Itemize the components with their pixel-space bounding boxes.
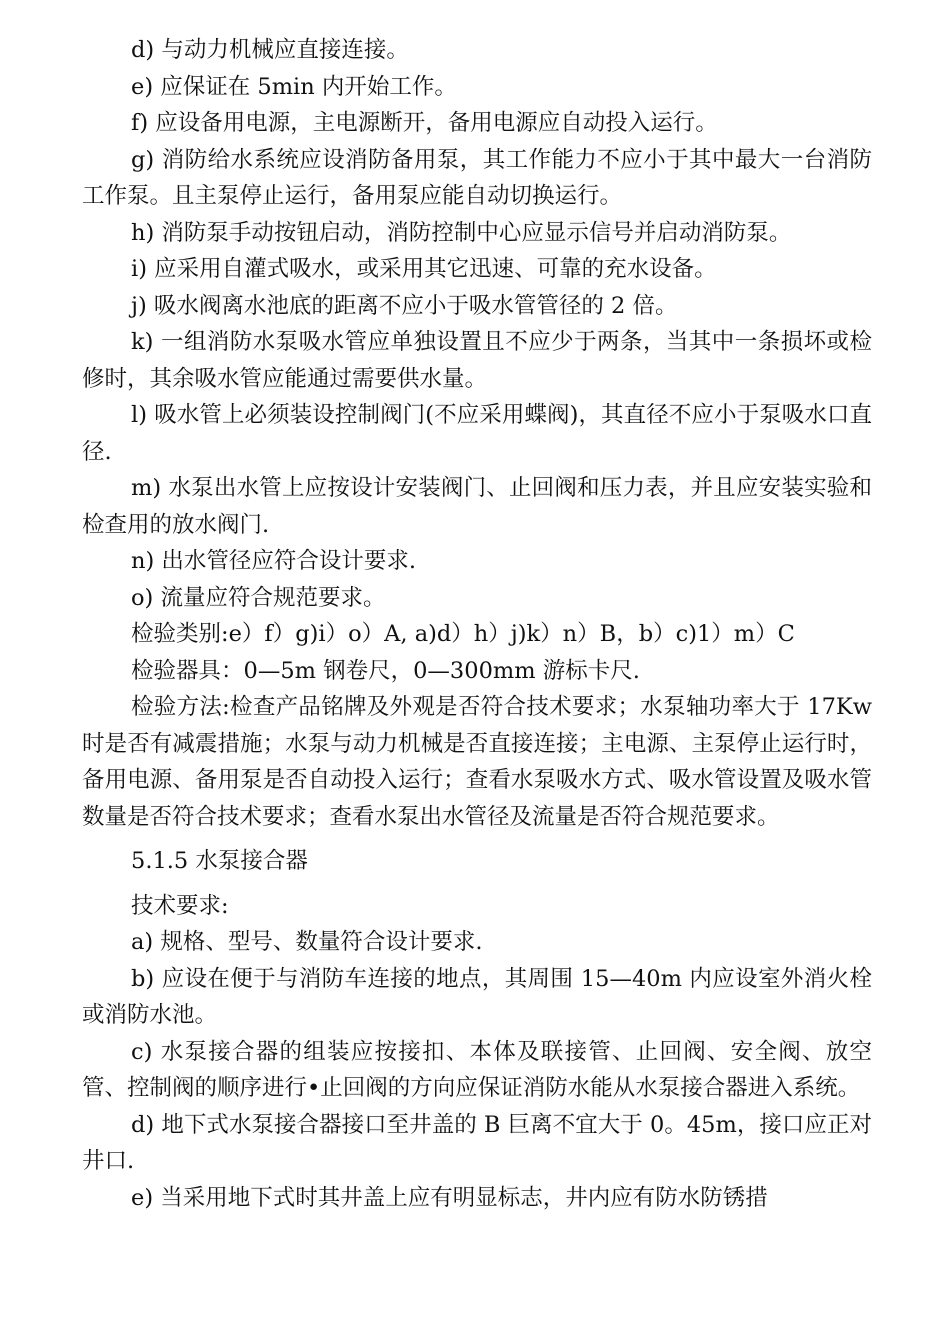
item-h-manual-start-button: h) 消防泵手动按钮启动，消防控制中心应显示信号并启动消防泵。 — [131, 219, 792, 246]
section-heading-5-1-5: 5.1.5 水泵接合器 — [131, 848, 308, 874]
item-d-underground-distance: d) 地下式水泵接合器接口至井盖的 B 巨离不宜大于 0。45m，接口应正对井口. — [82, 1111, 872, 1174]
item-d-direct-connection: d) 与动力机械应直接连接。 — [131, 37, 409, 63]
item-n-outlet-diameter: n) 出水管径应符合设计要求. — [131, 548, 417, 574]
technical-requirements-label: 技术要求: — [131, 892, 229, 919]
item-f-backup-power: f) 应设备用电源，主电源断开，备用电源应自动投入运行。 — [131, 110, 718, 136]
item-l-control-valve: l) 吸水管上必须装设控制阀门(不应采用蝶阀)，其直径不应小于泵吸水口直径. — [82, 402, 872, 465]
item-m-outlet-pipe-valves: m) 水泵出水管上应按设计安装阀门、止回阀和压力表，并且应安装实验和检查用的放水阀门. — [82, 475, 872, 538]
inspection-category: 检验类别:e）f）g)i）o）A, a)d）h）j)k）n）B，b）c)1）m）C — [131, 621, 795, 647]
item-g-backup-pump: g) 消防给水系统应设消防备用泵，其工作能力不应小于其中最大一台消防工作泵。且主泵停止运行，备用泵应能自动切换运行。 — [82, 146, 872, 209]
item-i-self-priming-suction: i) 应采用自灌式吸水，或采用其它迅速、可靠的充水设备。 — [131, 256, 717, 282]
item-a-spec-model-quantity: a) 规格、型号、数量符合设计要求. — [131, 929, 483, 955]
inspection-tools: 检验器具：0—5m 钢卷尺，0—300mm 游标卡尺. — [131, 657, 640, 684]
item-o-flow-rate: o) 流量应符合规范要求。 — [131, 584, 386, 611]
inspection-method: 检验方法:检查产品铭牌及外观是否符合技术要求；水泵轴功率大于 17Kw 时是否有减震措施；水泵与动力机械是否直接连接；主电源、主泵停止运行时，备用电源、备用泵是否自动投入运行；查看水泵吸水方式、吸水管设置及吸水管数量是否符合技术要求；查看水泵出水管径及流量是否符合规范要求。 — [82, 694, 872, 830]
item-b-location: b) 应设在便于与消防车连接的地点，其周围 15—40m 内应设室外消火栓或消防水池。 — [82, 965, 872, 1028]
item-c-assembly-order: c) 水泵接合器的组装应按接扣、本体及联接管、止回阀、安全阀、放空管、控制阀的顺序进行•止回阀的方向应保证消防水能从水泵接合器进入系统。 — [82, 1038, 872, 1101]
item-e-start-within-5min: e) 应保证在 5min 内开始工作。 — [131, 73, 457, 100]
item-k-suction-pipes: k) 一组消防水泵吸水管应单独设置且不应少于两条，当其中一条损坏或检修时，其余吸水管应能通过需要供水量。 — [82, 329, 872, 392]
item-e-well-cover-marking: e) 当采用地下式时其井盖上应有明显标志，井内应有防水防锈措 — [131, 1184, 768, 1211]
item-j-suction-valve-distance: j) 吸水阀离水池底的距离不应小于吸水管管径的 2 倍。 — [131, 292, 678, 319]
